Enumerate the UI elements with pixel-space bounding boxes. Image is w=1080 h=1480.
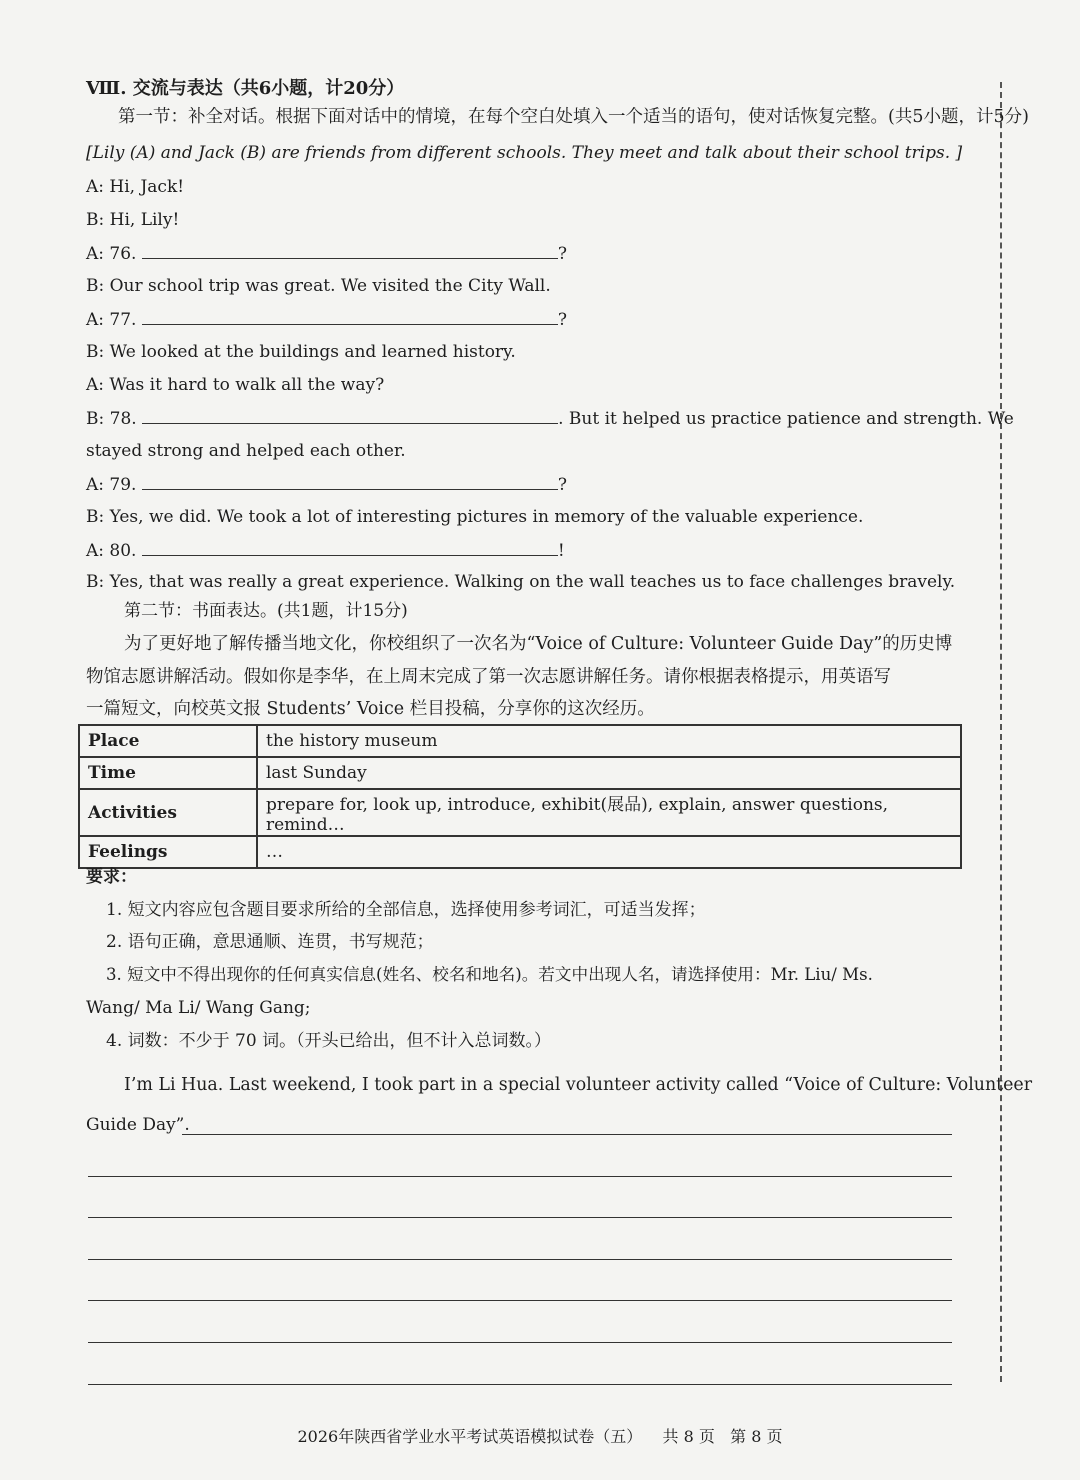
dialogue-context: [Lily (A) and Jack (B) are friends from different schools. They meet and talk about their school trips. ]: [86, 143, 963, 163]
answer-blank-80[interactable]: [142, 538, 558, 556]
question-76-end: ?: [557, 244, 567, 264]
question-78-number: B: 78.: [86, 409, 137, 429]
dialogue-line: A: Was it hard to walk all the way?: [86, 375, 385, 395]
question-79-number: A: 79.: [86, 475, 137, 495]
essay-opening-line: Guide Day”.: [86, 1115, 190, 1135]
writing-line[interactable]: [88, 1342, 952, 1343]
question-80-end: !: [557, 541, 565, 561]
writing-line[interactable]: [88, 1384, 952, 1385]
prompt-line: 物馆志愿讲解活动。假如你是李华，在上周末完成了第一次志愿讲解任务。请你根据表格提示，用英语写: [86, 667, 891, 687]
table-key: Time: [79, 757, 257, 789]
answer-blank-76[interactable]: [142, 241, 558, 259]
answer-blank-78[interactable]: [142, 406, 558, 424]
writing-hints-table: [78, 724, 962, 869]
section-heading: Ⅷ. 交流与表达（共6小题，计20分）: [86, 78, 405, 99]
writing-line[interactable]: [88, 1259, 952, 1260]
question-78-end: . But it helped us practice patience and strength. We: [558, 409, 1014, 429]
question-79-line: [86, 472, 567, 497]
writing-line[interactable]: [182, 1134, 952, 1135]
table-row: [79, 757, 961, 789]
table-value: last Sunday: [257, 757, 961, 789]
table-value: …: [257, 836, 961, 868]
dialogue-line: B: Hi, Lily!: [86, 210, 180, 230]
table-row: [79, 836, 961, 868]
prompt-line: 为了更好地了解传播当地文化，你校组织了一次名为“Voice of Culture: Volunteer Guide Day”的历史博: [124, 634, 953, 654]
page-footer: 2026年陕西省学业水平考试英语模拟试卷（五） 共 8 页 第 8 页: [297, 1427, 783, 1446]
table-row: [79, 725, 961, 757]
dialogue-line: B: Yes, that was really a great experience. Walking on the wall teaches us to face challenges bravely.: [86, 572, 956, 592]
table-value: prepare for, look up, introduce, exhibit(展品), explain, answer questions, remind…: [257, 789, 961, 836]
question-77-number: A: 77.: [86, 310, 137, 330]
dialogue-line: B: Our school trip was great. We visited the City Wall.: [86, 276, 551, 296]
writing-line[interactable]: [88, 1217, 952, 1218]
table-key: Place: [79, 725, 257, 757]
part1-instruction: 第一节：补全对话。根据下面对话中的情境，在每个空白处填入一个适当的语句，使对话恢复完整。(共5小题，计5分): [118, 107, 1029, 127]
question-80-line: [86, 538, 565, 563]
requirement-item: 2. 语句正确，意思通顺、连贯，书写规范；: [106, 932, 434, 952]
binding-margin-line: [1000, 82, 1002, 1382]
question-76-number: A: 76.: [86, 244, 137, 264]
dialogue-line: stayed strong and helped each other.: [86, 441, 406, 461]
answer-blank-79[interactable]: [142, 472, 558, 490]
requirement-item: 3. 短文中不得出现你的任何真实信息(姓名、校名和地名)。若文中出现人名，请选择使用：Mr. Liu/ Ms.: [106, 965, 873, 984]
requirement-item: Wang/ Ma Li/ Wang Gang;: [86, 998, 311, 1018]
dialogue-line: B: We looked at the buildings and learned history.: [86, 342, 516, 362]
writing-line[interactable]: [88, 1176, 952, 1177]
question-77-line: [86, 307, 567, 332]
question-80-number: A: 80.: [86, 541, 137, 561]
writing-line[interactable]: [88, 1300, 952, 1301]
answer-blank-77[interactable]: [142, 307, 558, 325]
table-key: Activities: [79, 789, 257, 836]
question-79-end: ?: [557, 475, 567, 495]
essay-opening-line: I’m Li Hua. Last weekend, I took part in a special volunteer activity called “Voice of Culture: Volunteer: [124, 1075, 1033, 1095]
requirement-item: 1. 短文内容应包含题目要求所给的全部信息，选择使用参考词汇，可适当发挥；: [106, 900, 706, 920]
table-row: [79, 789, 961, 836]
prompt-line: 一篇短文，向校英文报 Students’ Voice 栏目投稿，分享你的这次经历。: [86, 699, 655, 719]
dialogue-line: A: Hi, Jack!: [86, 177, 185, 197]
part2-heading: 第二节：书面表达。(共1题，计15分): [124, 601, 408, 621]
table-value: the history museum: [257, 725, 961, 757]
question-76-line: [86, 241, 567, 266]
dialogue-line: B: Yes, we did. We took a lot of interesting pictures in memory of the valuable experience.: [86, 507, 864, 527]
table-key: Feelings: [79, 836, 257, 868]
requirement-item: 4. 词数：不少于 70 词。（开头已给出，但不计入总词数。）: [106, 1031, 552, 1051]
requirements-title: 要求：: [86, 867, 137, 887]
question-77-end: ?: [557, 310, 567, 330]
question-78-line: [86, 406, 1014, 431]
